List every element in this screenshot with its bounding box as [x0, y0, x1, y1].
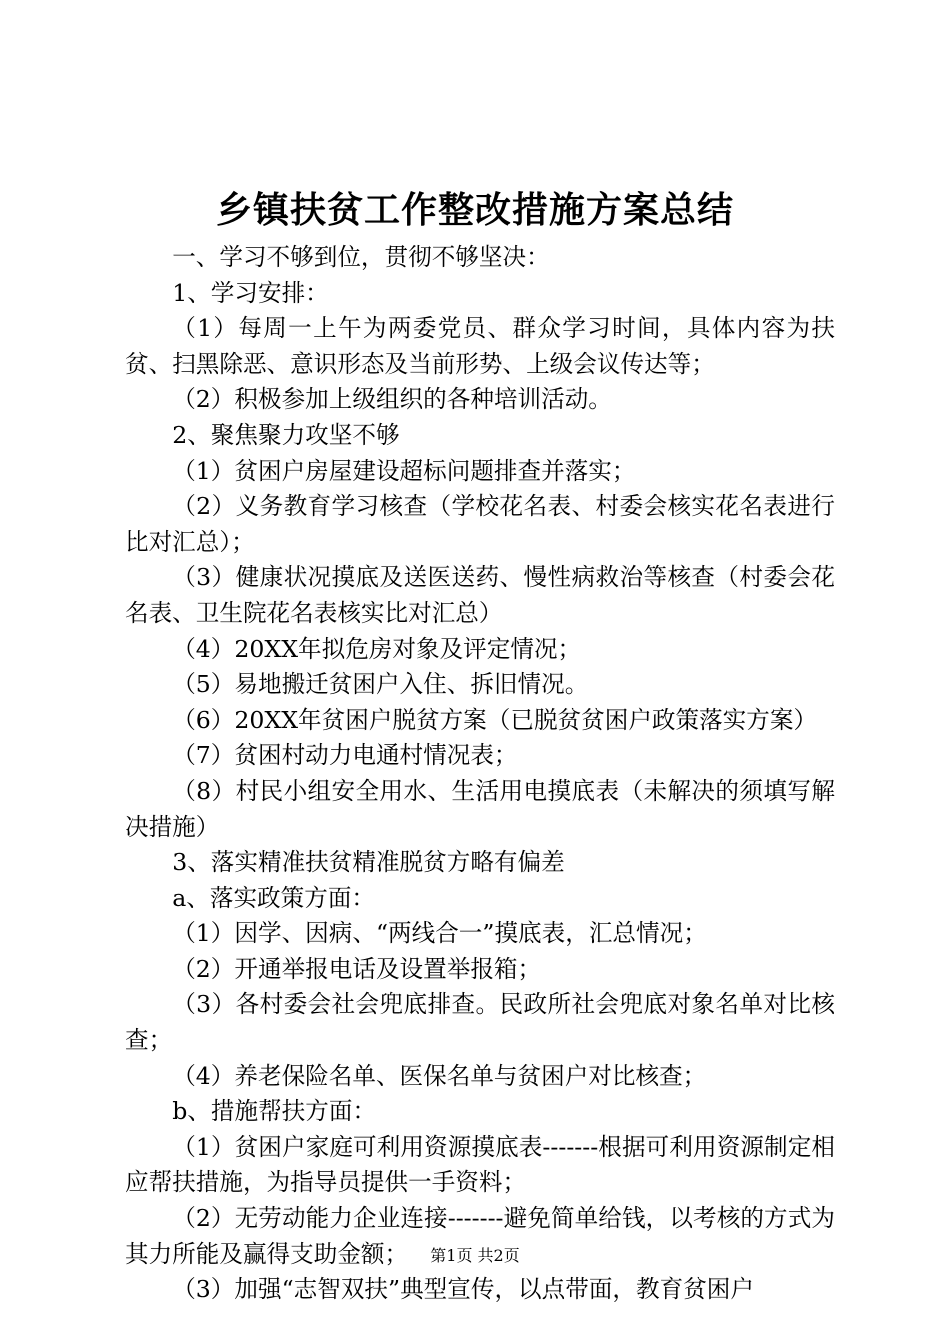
paragraph: 2、聚焦聚力攻坚不够	[172, 420, 400, 449]
paragraph: b、措施帮扶方面：	[172, 1097, 377, 1126]
paragraph: （2）无劳动能力企业连接-------避免简单给钱，以考核的方式为其力所能及赢得支助金额；	[125, 1204, 835, 1268]
paragraph: （4）20XX年拟危房对象及评定情况；	[172, 634, 582, 663]
paragraph: （5）易地搬迁贫困户入住、拆旧情况。	[172, 670, 589, 699]
paragraph: （3）加强“志智双扶”典型宣传，以点带面，教育贫困户	[172, 1275, 754, 1304]
paragraph: 一、学习不够到位，贯彻不够坚决：	[172, 243, 550, 271]
paragraph: （6）20XX年贫困户脱贫方案（已脱贫贫困户政策落实方案）	[172, 705, 818, 734]
paragraph: （7）贫困村动力电通村情况表；	[172, 741, 518, 770]
document-body	[125, 240, 835, 1308]
page-footer: 第1页 共2页	[430, 1246, 520, 1265]
document-title: 乡镇扶贫工作整改措施方案总结	[215, 189, 734, 231]
paragraph: （3）健康状况摸底及送医送药、慢性病救治等核查（村委会花名表、卫生院花名表核实比对汇总）	[125, 563, 835, 627]
paragraph: （2）义务教育学习核查（学校花名表、村委会核实花名表进行比对汇总）；	[125, 492, 835, 556]
paragraph: （1）贫困户家庭可利用资源摸底表-------根据可利用资源制定相应帮扶措施，为指导员提供一手资料；	[125, 1132, 835, 1197]
paragraph: （3）各村委会社会兜底排查。民政所社会兜底对象名单对比核查；	[125, 990, 835, 1055]
paragraph: （2）积极参加上级组织的各种培训活动。	[172, 385, 612, 414]
paragraph: （2）开通举报电话及设置举报箱；	[172, 954, 542, 983]
paragraph: （1）因学、因病、“两线合一”摸底表，汇总情况；	[172, 919, 707, 948]
paragraph: （4）养老保险名单、医保名单与贫困户对比核查；	[172, 1061, 707, 1090]
paragraph: a、落实政策方面：	[172, 883, 376, 912]
paragraph: 1、学习安排：	[172, 278, 329, 307]
paragraph: 3、落实精准扶贫精准脱贫方略有偏差	[172, 848, 565, 877]
paragraph: （1）每周一上午为两委党员、群众学习时间，具体内容为扶贫、扫黑除恶、意识形态及当前形势、上级会议传达等；	[125, 314, 835, 378]
paragraph: （1）贫困户房屋建设超标问题排查并落实；	[172, 456, 636, 485]
paragraph: （8）村民小组安全用水、生活用电摸底表（未解决的须填写解决措施）	[125, 776, 835, 841]
